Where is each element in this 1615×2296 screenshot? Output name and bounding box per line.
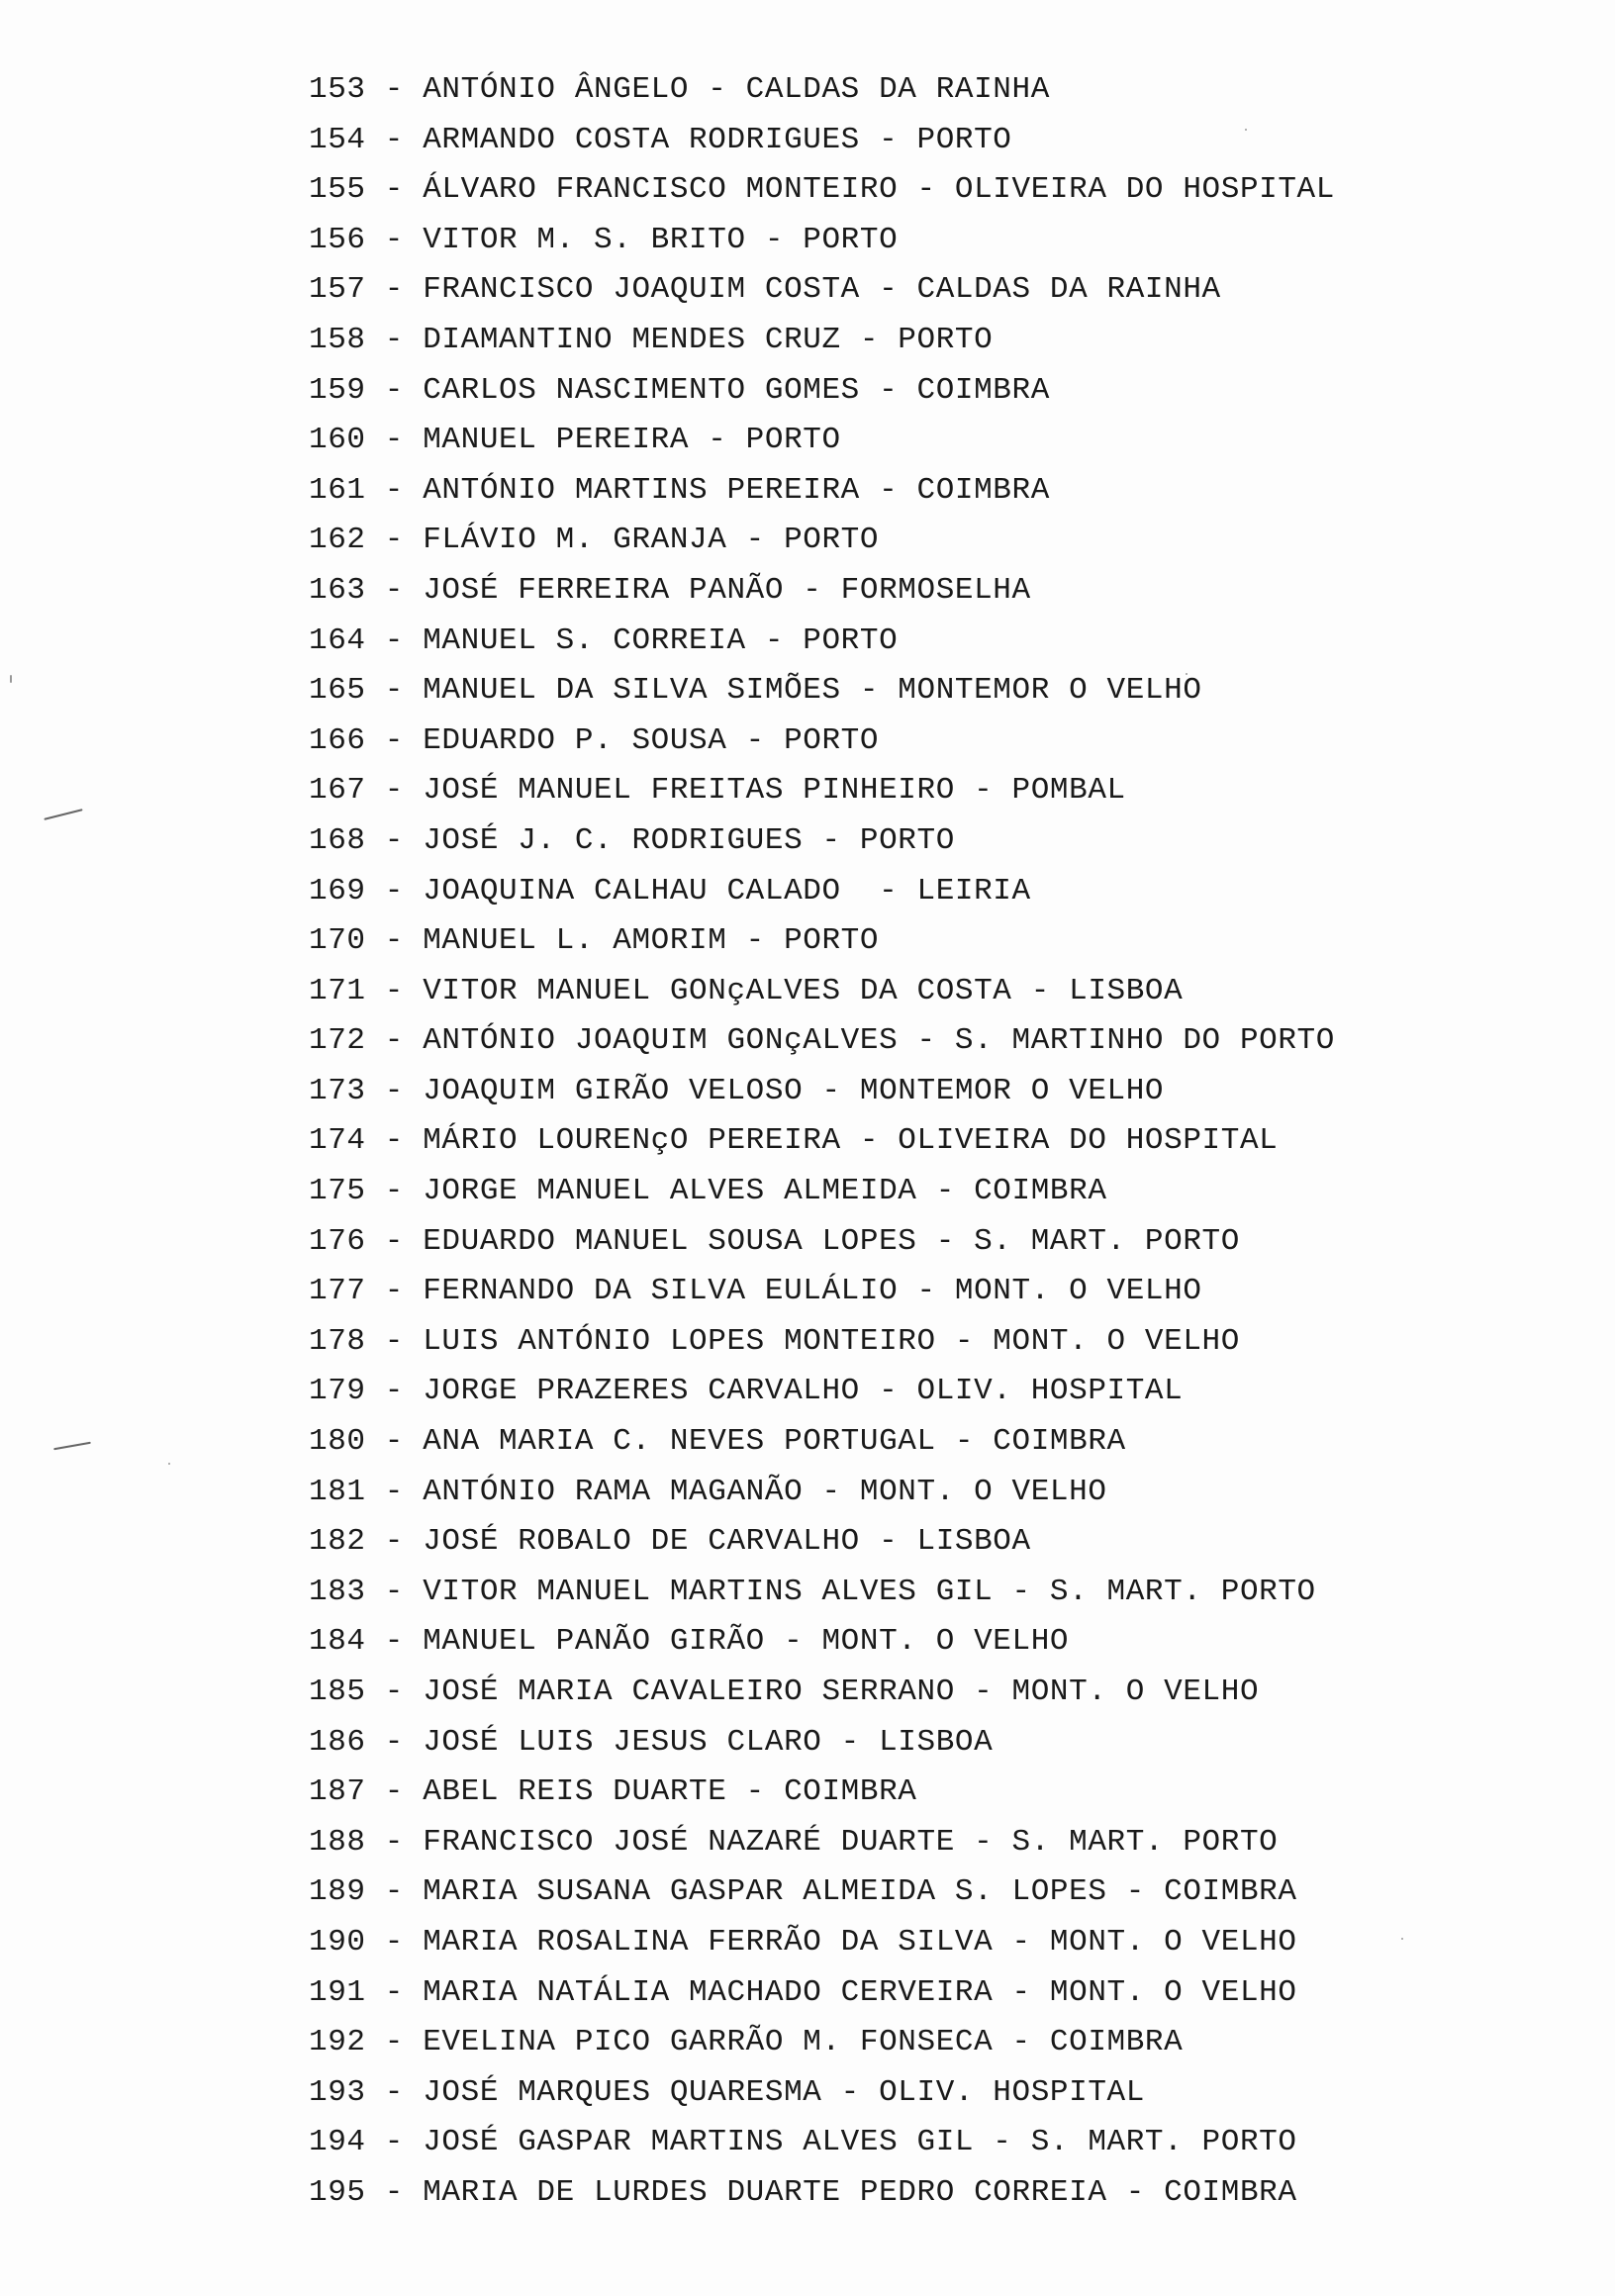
list-item: 183 - VITOR MANUEL MARTINS ALVES GIL - S. MART. PORTO	[309, 1574, 1316, 1609]
list-item: 164 - MANUEL S. CORREIA - PORTO	[309, 622, 899, 658]
list-item: 180 - ANA MARIA C. NEVES PORTUGAL - COIMBRA	[309, 1424, 1126, 1460]
margin-pen-mark	[53, 1442, 91, 1451]
list-item: 188 - FRANCISCO JOSÉ NAZARÉ DUARTE - S. MART. PORTO	[309, 1824, 1279, 1860]
list-item: 192 - EVELINA PICO GARRÃO M. FONSECA - COIMBRA	[309, 2025, 1184, 2060]
list-item: 170 - MANUEL L. AMORIM - PORTO	[309, 923, 880, 959]
margin-pen-mark	[44, 809, 82, 820]
list-item: 176 - EDUARDO MANUEL SOUSA LOPES - S. MART. PORTO	[309, 1223, 1240, 1259]
list-item: 166 - EDUARDO P. SOUSA - PORTO	[309, 722, 880, 758]
list-item: 155 - ÁLVARO FRANCISCO MONTEIRO - OLIVEIRA DO HOSPITAL	[309, 172, 1335, 208]
list-item: 184 - MANUEL PANÃO GIRÃO - MONT. O VELHO	[309, 1624, 1070, 1660]
list-item: 189 - MARIA SUSANA GASPAR ALMEIDA S. LOPES - COIMBRA	[309, 1874, 1297, 1910]
list-item: 174 - MÁRIO LOURENçO PEREIRA - OLIVEIRA DO HOSPITAL	[309, 1123, 1279, 1159]
list-item: 194 - JOSÉ GASPAR MARTINS ALVES GIL - S. MART. PORTO	[309, 2125, 1297, 2160]
list-item: 173 - JOAQUIM GIRÃO VELOSO - MONTEMOR O VELHO	[309, 1073, 1165, 1108]
list-item: 178 - LUIS ANTÓNIO LOPES MONTEIRO - MONT. O VELHO	[309, 1323, 1240, 1359]
list-item: 169 - JOAQUINA CALHAU CALADO - LEIRIA	[309, 873, 1031, 909]
list-item: 172 - ANTÓNIO JOAQUIM GONçALVES - S. MARTINHO DO PORTO	[309, 1023, 1335, 1059]
list-item: 157 - FRANCISCO JOAQUIM COSTA - CALDAS DA RAINHA	[309, 272, 1221, 308]
list-item: 181 - ANTÓNIO RAMA MAGANÃO - MONT. O VELHO	[309, 1474, 1107, 1509]
list-item: 168 - JOSÉ J. C. RODRIGUES - PORTO	[309, 822, 955, 858]
list-item: 177 - FERNANDO DA SILVA EULÁLIO - MONT. O VELHO	[309, 1274, 1202, 1309]
list-item: 167 - JOSÉ MANUEL FREITAS PINHEIRO - POMBAL	[309, 773, 1126, 809]
list-item: 171 - VITOR MANUEL GONçALVES DA COSTA - LISBOA	[309, 973, 1184, 1008]
list-item: 153 - ANTÓNIO ÂNGELO - CALDAS DA RAINHA	[309, 72, 1050, 107]
list-item: 191 - MARIA NATÁLIA MACHADO CERVEIRA - MONT. O VELHO	[309, 1974, 1297, 2010]
list-item: 190 - MARIA ROSALINA FERRÃO DA SILVA - MONT. O VELHO	[309, 1924, 1297, 1960]
list-item: 162 - FLÁVIO M. GRANJA - PORTO	[309, 523, 880, 558]
list-item: 185 - JOSÉ MARIA CAVALEIRO SERRANO - MONT. O VELHO	[309, 1674, 1260, 1709]
list-item: 159 - CARLOS NASCIMENTO GOMES - COIMBRA	[309, 372, 1050, 408]
member-list	[309, 65, 1556, 2219]
list-item: 154 - ARMANDO COSTA RODRIGUES - PORTO	[309, 122, 1012, 157]
list-item: 186 - JOSÉ LUIS JESUS CLARO - LISBOA	[309, 1724, 994, 1760]
list-item: 175 - JORGE MANUEL ALVES ALMEIDA - COIMBRA	[309, 1174, 1107, 1209]
list-item: 182 - JOSÉ ROBALO DE CARVALHO - LISBOA	[309, 1524, 1031, 1560]
scan-speck	[168, 1463, 170, 1465]
list-item: 156 - VITOR M. S. BRITO - PORTO	[309, 222, 899, 257]
list-item: 163 - JOSÉ FERREIRA PANÃO - FORMOSELHA	[309, 572, 1031, 608]
list-item: 187 - ABEL REIS DUARTE - COIMBRA	[309, 1774, 917, 1810]
list-item: 179 - JORGE PRAZERES CARVALHO - OLIV. HOSPITAL	[309, 1374, 1184, 1409]
list-item: 193 - JOSÉ MARQUES QUARESMA - OLIV. HOSPITAL	[309, 2074, 1145, 2110]
scan-speck	[10, 675, 12, 683]
list-item: 195 - MARIA DE LURDES DUARTE PEDRO CORREIA - COIMBRA	[309, 2174, 1297, 2210]
list-item: 160 - MANUEL PEREIRA - PORTO	[309, 423, 841, 458]
list-item: 165 - MANUEL DA SILVA SIMÕES - MONTEMOR O VELHO	[309, 673, 1202, 709]
list-item: 161 - ANTÓNIO MARTINS PEREIRA - COIMBRA	[309, 472, 1050, 508]
list-item: 158 - DIAMANTINO MENDES CRUZ - PORTO	[309, 322, 994, 357]
